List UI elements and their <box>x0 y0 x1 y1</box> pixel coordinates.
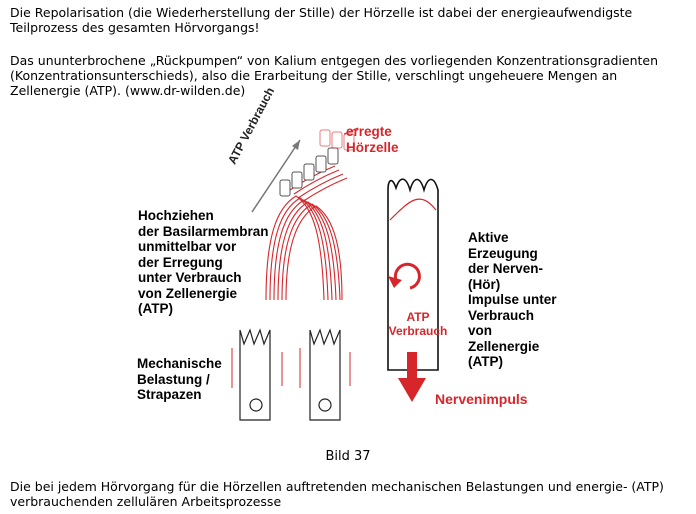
basilar-membrane-drawing <box>266 166 347 300</box>
hair-cells-row <box>280 148 338 196</box>
label-atp-use-cell: ATP Verbrauch <box>388 310 448 338</box>
figure-hair-cell-energy <box>120 85 580 440</box>
label-basilar-membrane: Hochziehen der Basilarmembran unmittelbar vor der Erregung unter Verbrauch von Zellenergie (ATP) <box>138 208 269 316</box>
figure-caption: Bild 37 <box>325 449 371 464</box>
label-mechanical-strain: Mechanische Belastung / Strapazen <box>137 356 222 402</box>
paragraph-mechanical-loads: Die bei jedem Hörvorgang für die Hörzellen auftretenden mechanischen Belastungen und energie- (ATP) verbrauchenden zellulären Arbeitsprozesse <box>10 479 664 509</box>
paragraph-repolarisation: Die Repolarisation (die Wiederherstellung der Stille) der Hörzelle ist dabei der energieaufwendigste Teilprozess des gesamten Hörvorgangs! <box>10 5 633 35</box>
paragraph-potassium-pumping: Das ununterbrochene „Rückpumpen“ von Kalium entgegen des vorliegenden Konzentrationsgradienten (Konzentrationsunterschieds), also die Erarbeitung der Stille, verschlingt ungeheuere Mengen an Zellenergie (ATP). (www.dr-wilden.de) <box>10 53 659 98</box>
label-nerve-impulse: Nervenimpuls <box>435 391 528 407</box>
label-active-generation: Aktive Erzeugung der Nerven- (Hör) Impulse unter Verbrauch von Zellenergie (ATP) <box>468 230 557 369</box>
label-atp-use-diagonal: ATP Verbrauch <box>225 85 278 167</box>
mechanical-cells <box>240 330 340 420</box>
label-excited-hair-cell: erregte Hörzelle <box>346 124 399 155</box>
large-hair-cell <box>388 179 438 370</box>
